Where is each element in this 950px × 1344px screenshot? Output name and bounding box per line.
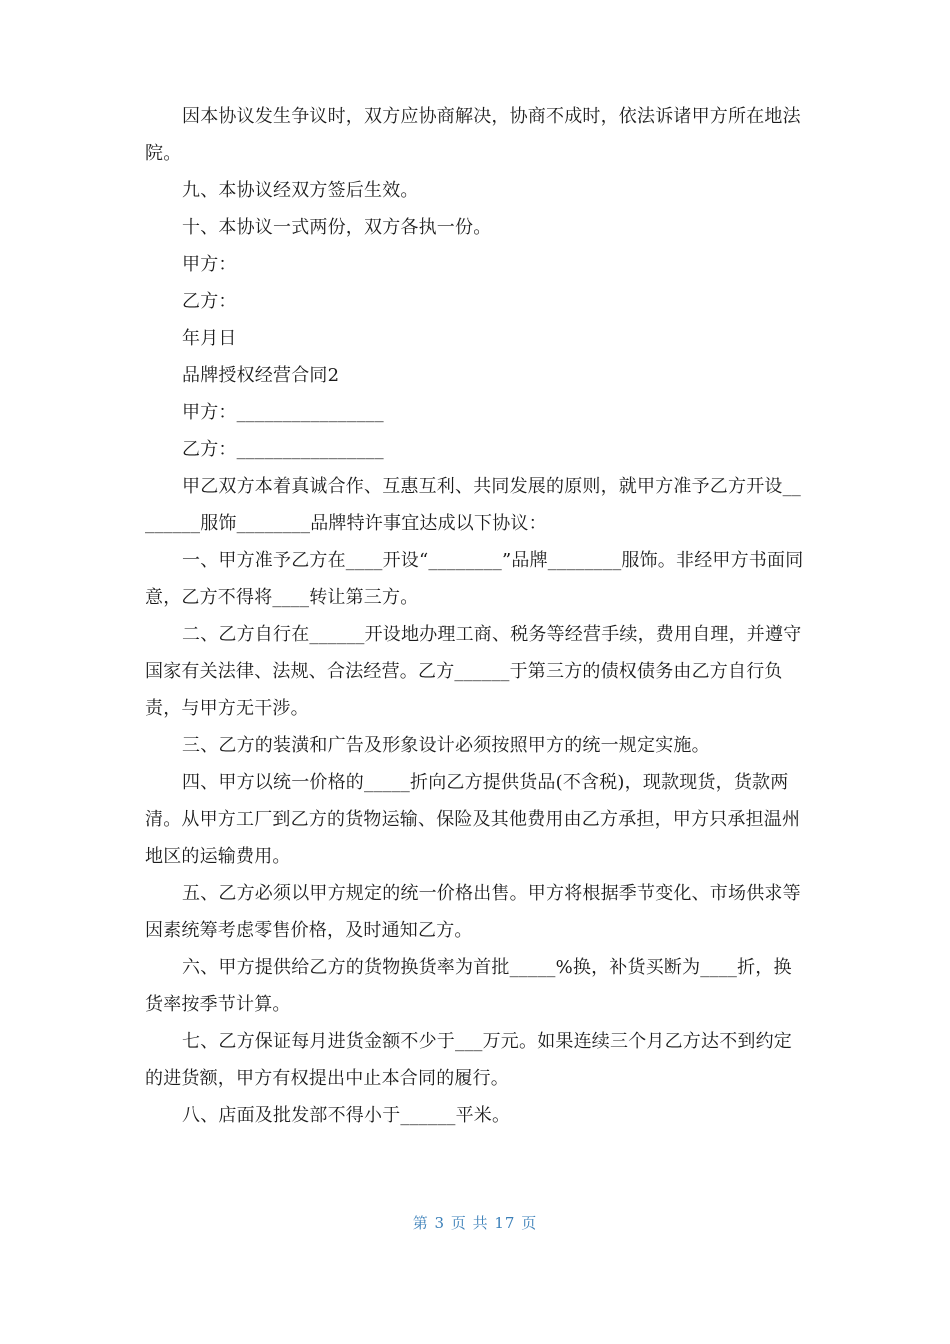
party-b-line: 乙方：________________ xyxy=(182,439,384,460)
signature-date: 年月日 xyxy=(182,328,237,349)
paragraph-clause-4: 四、甲方以统一价格的_____折向乙方提供货品(不含税)，现款现货，货款两清。从甲方工厂到乙方的货物运输、保险及其他费用由乙方承担，甲方只承担温州地区的运输费用。 xyxy=(145,772,801,867)
party-a-line: 甲方：________________ xyxy=(182,402,384,423)
paragraph-clause-8: 八、店面及批发部不得小于______平米。 xyxy=(182,1105,511,1126)
paragraph-clause-7: 七、乙方保证每月进货金额不少于___万元。如果连续三个月乙方达不到约定的进货额，甲方有权提出中止本合同的履行。 xyxy=(145,1031,792,1089)
paragraph-preamble: 甲乙双方本着真诚合作、互惠互利、共同发展的原则，就甲方准予乙方开设________服饰________品牌特许事宜达成以下协议： xyxy=(145,476,801,534)
paragraph-clause-10: 十、本协议一式两份，双方各执一份。 xyxy=(182,217,492,238)
contract-title: 品牌授权经营合同2 xyxy=(182,365,340,386)
paragraph-clause-3: 三、乙方的装潢和广告及形象设计必须按照甲方的统一规定实施。 xyxy=(182,735,710,756)
paragraph-clause-6: 六、甲方提供给乙方的货物换货率为首批_____%换，补货买断为____折，换货率按季节计算。 xyxy=(145,957,792,1015)
page-number-footer: 第 3 页 共 17 页 xyxy=(412,1214,538,1232)
signature-party-a: 甲方： xyxy=(182,254,237,275)
document-body xyxy=(145,98,807,1134)
paragraph-clause-5: 五、乙方必须以甲方规定的统一价格出售。甲方将根据季节变化、市场供求等因素统筹考虑零售价格，及时通知乙方。 xyxy=(145,883,801,941)
paragraph-clause-9: 九、本协议经双方签后生效。 xyxy=(182,180,419,201)
paragraph-dispute: 因本协议发生争议时，双方应协商解决，协商不成时，依法诉诸甲方所在地法院。 xyxy=(145,106,801,164)
signature-party-b: 乙方： xyxy=(182,291,237,312)
paragraph-clause-2: 二、乙方自行在______开设地办理工商、税务等经营手续，费用自理，并遵守国家有关法律、法规、合法经营。乙方______于第三方的债权债务由乙方自行负责，与甲方无干涉。 xyxy=(145,624,802,719)
paragraph-clause-1: 一、甲方准予乙方在____开设“________”品牌________服饰。非经甲方书面同意，乙方不得将____转让第三方。 xyxy=(145,550,804,608)
